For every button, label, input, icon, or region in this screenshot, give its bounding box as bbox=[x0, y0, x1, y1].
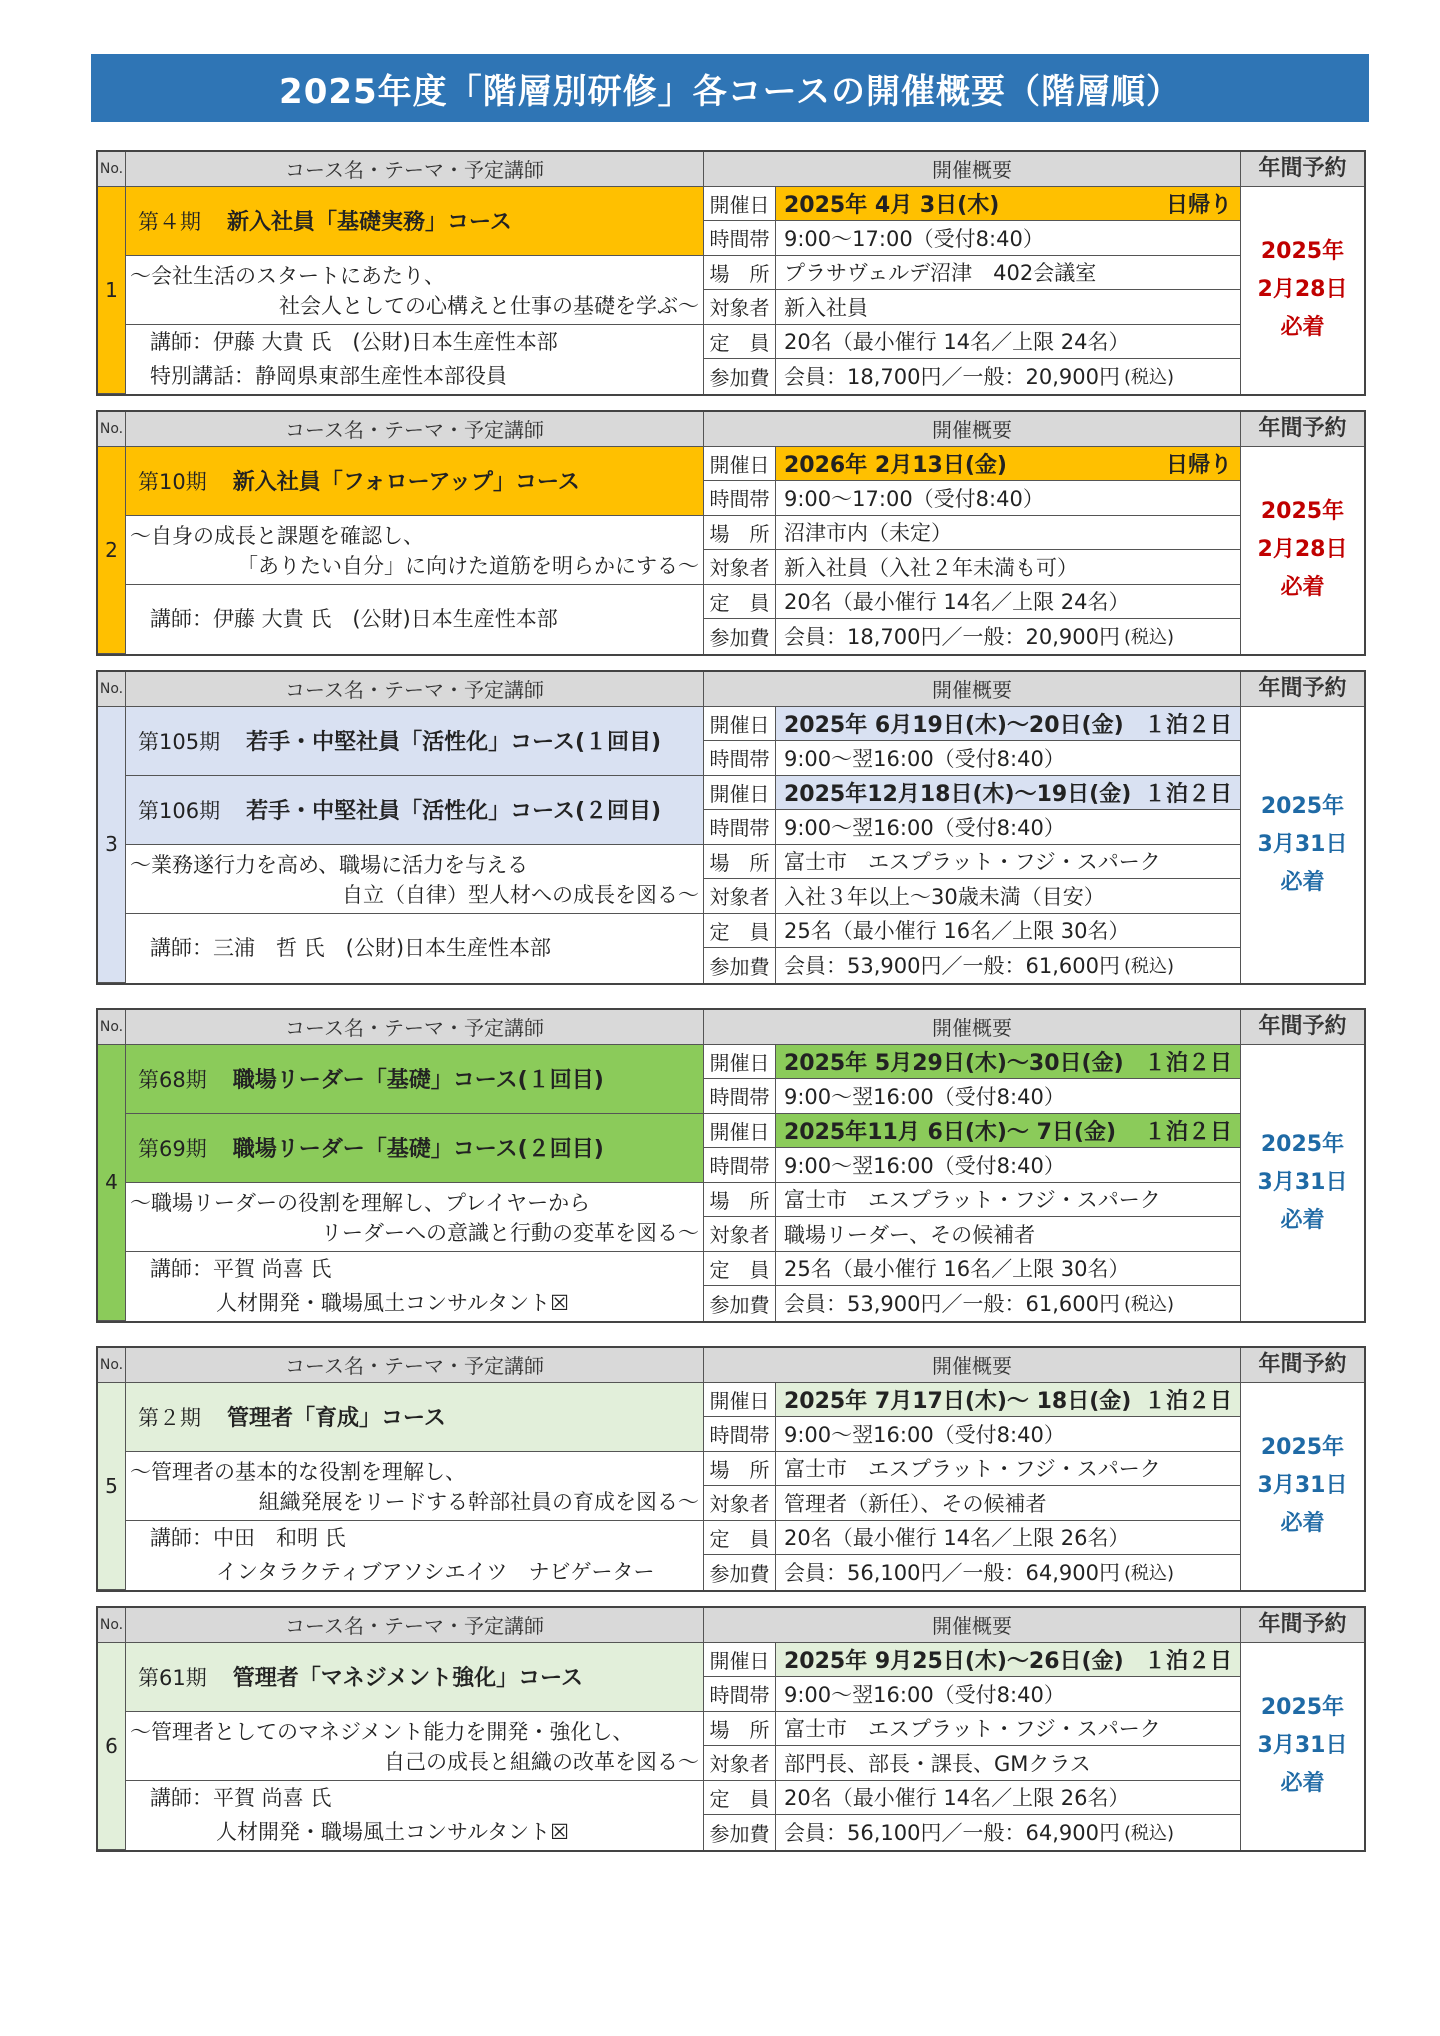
booking-header: 年間予約 bbox=[1241, 672, 1364, 707]
booking-deadline: 2025年 3月31日 必着 bbox=[1257, 1695, 1348, 1796]
place-value: 富士市 エスプラット・フジ・スパーク bbox=[776, 1452, 1241, 1487]
date-value: 2025年 9月25日(木)～26日(金) １泊２日 bbox=[776, 1643, 1241, 1678]
course-name: 第69期 職場リーダー「基礎」コース(２回目) bbox=[126, 1114, 704, 1183]
no-header: No. bbox=[98, 152, 126, 187]
fee-label: 参加費 bbox=[704, 1286, 776, 1321]
booking-header: 年間予約 bbox=[1241, 412, 1364, 447]
date-label: 開催日 bbox=[704, 447, 776, 482]
fee-label: 参加費 bbox=[704, 619, 776, 654]
time-label: 時間帯 bbox=[704, 1417, 776, 1452]
time-label: 時間帯 bbox=[704, 221, 776, 256]
course-number: 6 bbox=[98, 1643, 126, 1850]
overview-header: 開催概要 bbox=[704, 1348, 1241, 1383]
no-header: No. bbox=[98, 412, 126, 447]
overview-header: 開催概要 bbox=[704, 412, 1241, 447]
fee-value: 会員：56,100円／一般：64,900円 (税込) bbox=[776, 1815, 1241, 1850]
time-label: 時間帯 bbox=[704, 1148, 776, 1183]
capacity-label: 定 員 bbox=[704, 1521, 776, 1556]
time-value: 9:00～17:00（受付8:40） bbox=[776, 221, 1241, 256]
place-label: 場 所 bbox=[704, 516, 776, 551]
target-value: 新入社員（入社２年未満も可） bbox=[776, 550, 1241, 585]
place-label: 場 所 bbox=[704, 1183, 776, 1218]
date-label: 開催日 bbox=[704, 187, 776, 222]
lecturer: 講師：中田 和明 氏 インタラクティブアソシエイツ ナビゲーター bbox=[126, 1521, 704, 1590]
date-label: 開催日 bbox=[704, 707, 776, 742]
fee-label: 参加費 bbox=[704, 948, 776, 983]
course-number: 4 bbox=[98, 1045, 126, 1321]
course-number: 1 bbox=[98, 187, 126, 394]
course-theme: ～会社生活のスタートにあたり、 社会人としての心構えと仕事の基礎を学ぶ～ bbox=[126, 256, 704, 325]
course-theme: ～管理者としてのマネジメント能力を開発・強化し、 自己の成長と組織の改革を図る～ bbox=[126, 1712, 704, 1781]
target-label: 対象者 bbox=[704, 1746, 776, 1781]
date-value: 2025年 6月19日(木)～20日(金) １泊２日 bbox=[776, 707, 1241, 742]
capacity-label: 定 員 bbox=[704, 914, 776, 949]
course-block-3 bbox=[96, 670, 1366, 985]
place-label: 場 所 bbox=[704, 256, 776, 291]
date-value: 2025年 4月 3日(木) 日帰り bbox=[776, 187, 1241, 222]
lecturer: 講師：平賀 尚喜 氏 人材開発・職場風土コンサルタント☒ bbox=[126, 1781, 704, 1850]
course-name: 第105期 若手・中堅社員「活性化」コース(１回目) bbox=[126, 707, 704, 776]
target-value: 新入社員 bbox=[776, 290, 1241, 325]
capacity-value: 20名（最小催行 14名／上限 24名） bbox=[776, 325, 1241, 360]
date-label: 開催日 bbox=[704, 1383, 776, 1418]
place-label: 場 所 bbox=[704, 845, 776, 880]
target-label: 対象者 bbox=[704, 550, 776, 585]
date-label: 開催日 bbox=[704, 776, 776, 811]
booking-deadline: 2025年 2月28日 必着 bbox=[1257, 499, 1348, 600]
course-block-6 bbox=[96, 1606, 1366, 1852]
target-value: 職場リーダー、その候補者 bbox=[776, 1217, 1241, 1252]
capacity-label: 定 員 bbox=[704, 585, 776, 620]
place-label: 場 所 bbox=[704, 1712, 776, 1747]
capacity-value: 20名（最小催行 14名／上限 26名） bbox=[776, 1521, 1241, 1556]
overview-header: 開催概要 bbox=[704, 152, 1241, 187]
fee-value: 会員：53,900円／一般：61,600円 (税込) bbox=[776, 1286, 1241, 1321]
date-label: 開催日 bbox=[704, 1045, 776, 1080]
time-value: 9:00～翌16:00（受付8:40） bbox=[776, 1677, 1241, 1712]
no-header: No. bbox=[98, 1608, 126, 1643]
target-value: 入社３年以上～30歳未満（目安） bbox=[776, 879, 1241, 914]
date-value: 2025年 7月17日(木)～ 18日(金) １泊２日 bbox=[776, 1383, 1241, 1418]
course-header: コース名・テーマ・予定講師 bbox=[126, 1348, 704, 1383]
booking-deadline: 2025年 3月31日 必着 bbox=[1257, 1435, 1348, 1536]
capacity-label: 定 員 bbox=[704, 1252, 776, 1287]
overview-header: 開催概要 bbox=[704, 1010, 1241, 1045]
time-label: 時間帯 bbox=[704, 481, 776, 516]
course-block-5 bbox=[96, 1346, 1366, 1592]
overview-header: 開催概要 bbox=[704, 1608, 1241, 1643]
course-block-1 bbox=[96, 150, 1366, 396]
fee-label: 参加費 bbox=[704, 359, 776, 394]
time-value: 9:00～翌16:00（受付8:40） bbox=[776, 741, 1241, 776]
booking-deadline: 2025年 3月31日 必着 bbox=[1257, 1131, 1348, 1233]
course-name: 第61期 管理者「マネジメント強化」コース bbox=[126, 1643, 704, 1712]
course-header: コース名・テーマ・予定講師 bbox=[126, 1608, 704, 1643]
page-title: 2025年度「階層別研修」各コースの開催概要（階層順） bbox=[91, 54, 1369, 122]
time-label: 時間帯 bbox=[704, 810, 776, 845]
course-theme: ～職場リーダーの役割を理解し、プレイヤーから リーダーへの意識と行動の変革を図る～ bbox=[126, 1183, 704, 1252]
target-value: 管理者（新任）、その候補者 bbox=[776, 1486, 1241, 1521]
target-label: 対象者 bbox=[704, 879, 776, 914]
booking-header: 年間予約 bbox=[1241, 1608, 1364, 1643]
fee-value: 会員：53,900円／一般：61,600円 (税込) bbox=[776, 948, 1241, 983]
course-theme: ～自身の成長と課題を確認し、 「ありたい自分」に向けた道筋を明らかにする～ bbox=[126, 516, 704, 585]
target-value: 部門長、部長・課長、GMクラス bbox=[776, 1746, 1241, 1781]
fee-value: 会員：18,700円／一般：20,900円 (税込) bbox=[776, 359, 1241, 394]
capacity-label: 定 員 bbox=[704, 1781, 776, 1816]
booking-header: 年間予約 bbox=[1241, 1348, 1364, 1383]
date-value: 2025年12月18日(木)～19日(金) １泊２日 bbox=[776, 776, 1241, 811]
capacity-value: 25名（最小催行 16名／上限 30名） bbox=[776, 914, 1241, 949]
course-name: 第10期 新入社員「フォローアップ」コース bbox=[126, 447, 704, 516]
place-value: プラサヴェルデ沼津 402会議室 bbox=[776, 256, 1241, 291]
time-value: 9:00～翌16:00（受付8:40） bbox=[776, 1148, 1241, 1183]
time-value: 9:00～17:00（受付8:40） bbox=[776, 481, 1241, 516]
course-number: 3 bbox=[98, 707, 126, 983]
booking-deadline: 2025年 3月31日 必着 bbox=[1257, 793, 1348, 895]
capacity-value: 25名（最小催行 16名／上限 30名） bbox=[776, 1252, 1241, 1287]
date-value: 2026年 2月13日(金) 日帰り bbox=[776, 447, 1241, 482]
time-label: 時間帯 bbox=[704, 1677, 776, 1712]
fee-label: 参加費 bbox=[704, 1555, 776, 1590]
course-header: コース名・テーマ・予定講師 bbox=[126, 1010, 704, 1045]
course-header: コース名・テーマ・予定講師 bbox=[126, 152, 704, 187]
fee-label: 参加費 bbox=[704, 1815, 776, 1850]
lecturer: 講師：伊藤 大貴 氏 (公財)日本生産性本部 bbox=[126, 585, 704, 654]
course-name: 第106期 若手・中堅社員「活性化」コース(２回目) bbox=[126, 776, 704, 845]
place-label: 場 所 bbox=[704, 1452, 776, 1487]
course-block-2 bbox=[96, 410, 1366, 656]
lecturer: 講師：三浦 哲 氏 (公財)日本生産性本部 bbox=[126, 914, 704, 983]
course-number: 5 bbox=[98, 1383, 126, 1590]
date-value: 2025年11月 6日(木)～ 7日(金) １泊２日 bbox=[776, 1114, 1241, 1149]
course-name: 第68期 職場リーダー「基礎」コース(１回目) bbox=[126, 1045, 704, 1114]
time-value: 9:00～翌16:00（受付8:40） bbox=[776, 810, 1241, 845]
place-value: 富士市 エスプラット・フジ・スパーク bbox=[776, 1712, 1241, 1747]
course-theme: ～管理者の基本的な役割を理解し、 組織発展をリードする幹部社員の育成を図る～ bbox=[126, 1452, 704, 1521]
time-label: 時間帯 bbox=[704, 741, 776, 776]
target-label: 対象者 bbox=[704, 1217, 776, 1252]
date-label: 開催日 bbox=[704, 1643, 776, 1678]
booking-header: 年間予約 bbox=[1241, 152, 1364, 187]
target-label: 対象者 bbox=[704, 290, 776, 325]
target-label: 対象者 bbox=[704, 1486, 776, 1521]
course-header: コース名・テーマ・予定講師 bbox=[126, 672, 704, 707]
course-number: 2 bbox=[98, 447, 126, 654]
course-name: 第２期 管理者「育成」コース bbox=[126, 1383, 704, 1452]
no-header: No. bbox=[98, 1348, 126, 1383]
course-block-4 bbox=[96, 1008, 1366, 1323]
place-value: 富士市 エスプラット・フジ・スパーク bbox=[776, 1183, 1241, 1218]
capacity-value: 20名（最小催行 14名／上限 26名） bbox=[776, 1781, 1241, 1816]
place-value: 富士市 エスプラット・フジ・スパーク bbox=[776, 845, 1241, 880]
no-header: No. bbox=[98, 672, 126, 707]
lecturer: 講師：平賀 尚喜 氏 人材開発・職場風土コンサルタント☒ bbox=[126, 1252, 704, 1321]
no-header: No. bbox=[98, 1010, 126, 1045]
time-value: 9:00～翌16:00（受付8:40） bbox=[776, 1417, 1241, 1452]
course-theme: ～業務遂行力を高め、職場に活力を与える 自立（自律）型人材への成長を図る～ bbox=[126, 845, 704, 914]
overview-header: 開催概要 bbox=[704, 672, 1241, 707]
booking-deadline: 2025年 2月28日 必着 bbox=[1257, 239, 1348, 340]
date-value: 2025年 5月29日(木)～30日(金) １泊２日 bbox=[776, 1045, 1241, 1080]
capacity-label: 定 員 bbox=[704, 325, 776, 360]
lecturer: 講師：伊藤 大貴 氏 (公財)日本生産性本部 特別講話：静岡県東部生産性本部役員 bbox=[126, 325, 704, 394]
place-value: 沼津市内（未定） bbox=[776, 516, 1241, 551]
time-label: 時間帯 bbox=[704, 1079, 776, 1114]
fee-value: 会員：56,100円／一般：64,900円 (税込) bbox=[776, 1555, 1241, 1590]
course-name: 第４期 新入社員「基礎実務」コース bbox=[126, 187, 704, 256]
fee-value: 会員：18,700円／一般：20,900円 (税込) bbox=[776, 619, 1241, 654]
booking-header: 年間予約 bbox=[1241, 1010, 1364, 1045]
capacity-value: 20名（最小催行 14名／上限 24名） bbox=[776, 585, 1241, 620]
time-value: 9:00～翌16:00（受付8:40） bbox=[776, 1079, 1241, 1114]
date-label: 開催日 bbox=[704, 1114, 776, 1149]
course-header: コース名・テーマ・予定講師 bbox=[126, 412, 704, 447]
